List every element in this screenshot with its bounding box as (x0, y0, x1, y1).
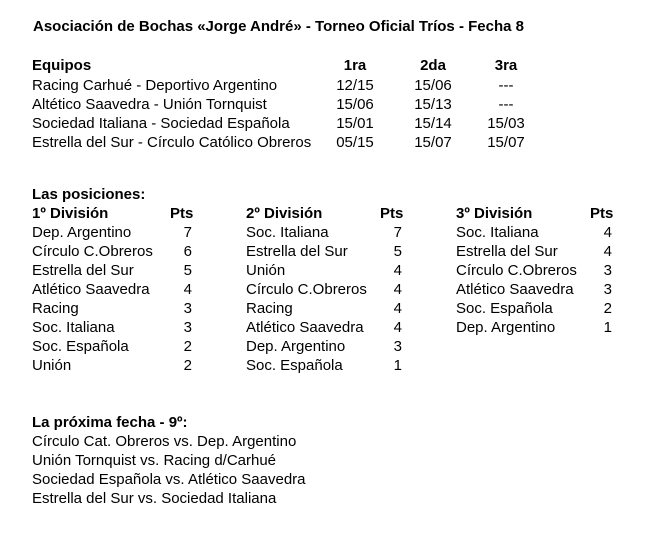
division-title: 1º División (32, 205, 109, 222)
standing-team: Soc. Española (246, 357, 343, 374)
standings-heading: Las posiciones: (32, 186, 146, 203)
division-pts-header: Pts (590, 205, 614, 222)
next-match: Círculo Cat. Obreros vs. Dep. Argentino (32, 433, 297, 450)
results-row-score: 12/15 (336, 77, 374, 94)
results-row-score: 15/07 (487, 134, 525, 151)
results-row-teams: Altético Saavedra - Unión Tornquist (32, 96, 267, 113)
standing-points: 4 (393, 319, 402, 336)
division-pts-header: Pts (170, 205, 194, 222)
standing-team: Soc. Española (32, 338, 129, 355)
standing-team: Círculo C.Obreros (32, 243, 153, 260)
next-heading: La próxima fecha - 9º: (32, 414, 188, 431)
standing-points: 3 (603, 281, 612, 298)
standing-team: Soc. Italiana (246, 224, 329, 241)
standing-points: 3 (183, 300, 192, 317)
standing-points: 2 (603, 300, 612, 317)
standing-team: Dep. Argentino (32, 224, 132, 241)
results-row-score: --- (498, 77, 514, 94)
division-title: 3º División (456, 205, 533, 222)
standing-points: 4 (393, 300, 402, 317)
page-title: Asociación de Bochas «Jorge André» - Torneo Oficial Tríos - Fecha 8 (33, 18, 524, 35)
standing-points: 5 (183, 262, 192, 279)
results-row-teams: Racing Carhué - Deportivo Argentino (32, 77, 278, 94)
standing-points: 4 (393, 281, 402, 298)
standing-team: Dep. Argentino (456, 319, 556, 336)
standing-team: Atlético Saavedra (456, 281, 574, 298)
standing-points: 6 (183, 243, 192, 260)
standing-team: Círculo C.Obreros (246, 281, 367, 298)
results-header-game-3: 3ra (494, 57, 518, 74)
standing-points: 4 (393, 262, 402, 279)
standing-team: Atlético Saavedra (32, 281, 150, 298)
division-pts-header: Pts (380, 205, 404, 222)
standing-team: Dep. Argentino (246, 338, 346, 355)
results-row-teams: Estrella del Sur - Círculo Católico Obreros (32, 134, 312, 151)
standing-points: 2 (183, 357, 192, 374)
results-row-score: 15/06 (414, 77, 452, 94)
standing-team: Soc. Italiana (32, 319, 115, 336)
division-title: 2º División (246, 205, 323, 222)
standing-points: 3 (393, 338, 402, 355)
standing-points: 1 (393, 357, 402, 374)
results-row-score: 05/15 (336, 134, 374, 151)
standing-team: Racing (32, 300, 79, 317)
standing-points: 4 (603, 243, 612, 260)
standing-team: Estrella del Sur (456, 243, 558, 260)
next-match: Estrella del Sur vs. Sociedad Italiana (32, 490, 277, 507)
standing-points: 4 (603, 224, 612, 241)
standing-points: 3 (603, 262, 612, 279)
results-header-game-1: 1ra (343, 57, 367, 74)
standing-points: 2 (183, 338, 192, 355)
results-header-game-2: 2da (420, 57, 446, 74)
results-row-score: 15/01 (336, 115, 374, 132)
standing-team: Soc. Italiana (456, 224, 539, 241)
results-row-teams: Sociedad Italiana - Sociedad Española (32, 115, 290, 132)
standing-points: 3 (183, 319, 192, 336)
standing-team: Atlético Saavedra (246, 319, 364, 336)
standing-team: Estrella del Sur (32, 262, 134, 279)
standing-points: 7 (393, 224, 402, 241)
standing-team: Racing (246, 300, 293, 317)
next-match: Sociedad Española vs. Atlético Saavedra (32, 471, 306, 488)
standing-team: Unión (32, 357, 72, 374)
standing-team: Soc. Española (456, 300, 553, 317)
results-row-score: 15/03 (487, 115, 525, 132)
results-row-score: 15/13 (414, 96, 452, 113)
standing-points: 7 (183, 224, 192, 241)
standing-points: 1 (603, 319, 612, 336)
results-row-score: 15/14 (414, 115, 452, 132)
standing-team: Estrella del Sur (246, 243, 348, 260)
results-row-score: --- (498, 96, 514, 113)
standing-team: Círculo C.Obreros (456, 262, 577, 279)
results-row-score: 15/07 (414, 134, 452, 151)
results-row-score: 15/06 (336, 96, 374, 113)
next-match: Unión Tornquist vs. Racing d/Carhué (32, 452, 277, 469)
standing-points: 5 (393, 243, 402, 260)
standing-points: 4 (183, 281, 192, 298)
standing-team: Unión (246, 262, 286, 279)
results-header-teams: Equipos (32, 57, 92, 74)
